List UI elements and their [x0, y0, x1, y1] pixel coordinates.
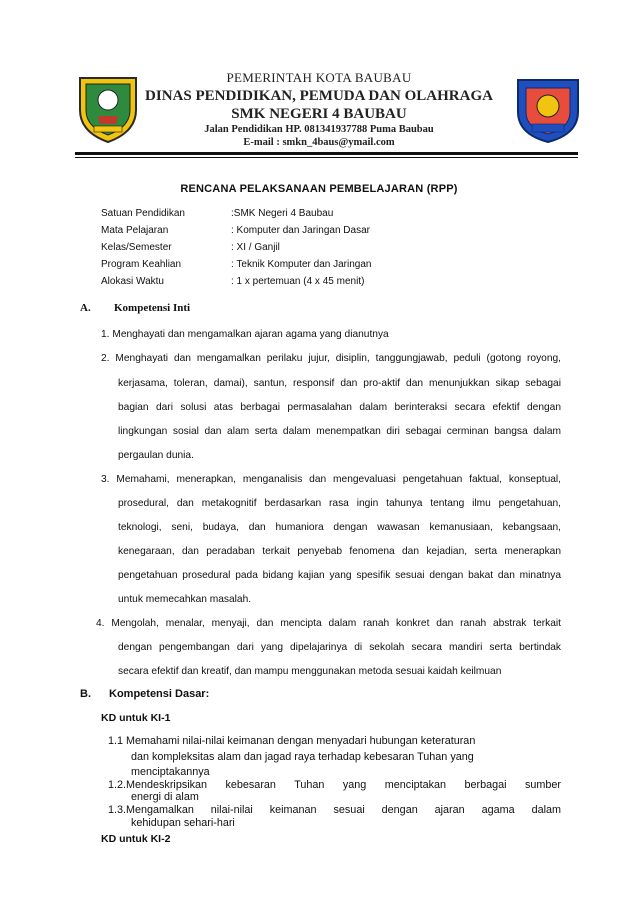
identity-label: Kelas/Semester — [101, 242, 172, 253]
header-line-address: Jalan Pendidikan HP. 081341937788 Puma Baubau — [204, 124, 434, 135]
identity-row — [101, 208, 333, 219]
ki-3-line: pengetahuan prosedural pada bidang kajian yang spesifik sesuai dengan bakat dan minatnya — [118, 570, 561, 581]
ki-2-line: bagian dari solusi atas berbagai permasalahan dalam berinteraksi secara efektif dengan — [118, 402, 561, 413]
header-line-email: E-mail : smkn_4baus@ymail.com — [243, 137, 395, 148]
ki-3-line: teknologi, seni, budaya, dan humaniora dengan wawasan kemanusiaan, kebangsaan, — [118, 522, 561, 533]
ki-4-line: secara efektif dan kreatif, dan mampu menggunakan metoda sesuai kaidah keilmuan — [118, 666, 502, 677]
header-rule-thick — [75, 152, 578, 155]
ki-4-line: 4. Mengolah, menalar, menyaji, dan mencipta dalam ranah konkret dan ranah abstrak terkait — [96, 618, 561, 629]
ki-2-line: kerjasama, toleran, damai), santun, responsif dan pro-aktif dan menunjukkan sikap sebagai — [118, 378, 561, 389]
ki-3-line: untuk memecahkan masalah. — [118, 594, 252, 605]
identity-label: Satuan Pendidikan — [101, 208, 185, 219]
identity-row — [101, 225, 370, 236]
identity-row — [101, 276, 364, 287]
identity-value: : XI / Ganjil — [231, 242, 280, 253]
section-a-marker: A. — [80, 302, 91, 314]
ki-2-line: 2. Menghayati dan mengamalkan perilaku jujur, disiplin, tanggungjawab, peduli (gotong royong, — [101, 353, 561, 364]
ki-2-line: pergaulan dunia. — [118, 450, 194, 461]
ki-2-line: lingkungan sosial dan alam serta dalam menempatkan diri sebagai cerminan bangsa dalam — [118, 426, 561, 437]
section-a-heading: Kompetensi Inti — [114, 302, 191, 314]
identity-row — [101, 242, 280, 253]
kd-1-3-line: kehidupan sehari-hari — [131, 817, 235, 829]
kd-1-1-line: dan kompleksitas alam dan jagad raya terhadap kebesaran Tuhan yang — [131, 751, 474, 763]
identity-label: Program Keahlian — [101, 259, 182, 270]
kd-ki2-heading: KD untuk KI-2 — [101, 833, 171, 845]
section-b-heading: Kompetensi Dasar: — [109, 688, 210, 700]
identity-value: :SMK Negeri 4 Baubau — [231, 208, 334, 219]
ki-3-line: prosedural, dan metakognitif berdasarkan rasa ingin tahunya tentang ilmu pengetahuan, — [118, 498, 561, 509]
header-line-government: PEMERINTAH KOTA BAUBAU — [226, 70, 412, 85]
kd-1-1-line: 1.1 Memahami nilai-nilai keimanan dengan menyadari hubungan keteraturan — [108, 735, 476, 747]
header-line-school: SMK NEGERI 4 BAUBAU — [231, 106, 407, 122]
kd-ki1-heading: KD untuk KI-1 — [101, 712, 171, 724]
kd-1-2-line: 1.2.Mendeskripsikan kebesaran Tuhan yang menciptakan berbagai sumber — [108, 779, 561, 791]
kd-1-3-line: 1.3.Mengamalkan nilai-nilai keimanan sesuai dengan ajaran agama dalam — [108, 804, 561, 816]
identity-label: Mata Pelajaran — [101, 225, 169, 236]
kd-1-2-line: energi di alam — [131, 791, 199, 803]
ki-3-line: 3. Memahami, menerapkan, menganalisis dan mengevaluasi pengetahuan faktual, konseptual, — [101, 474, 561, 485]
section-b-marker: B. — [80, 688, 91, 700]
identity-value: : Komputer dan Jaringan Dasar — [231, 225, 370, 236]
header-rule-thin — [75, 157, 578, 158]
document-title: RENCANA PELAKSANAAN PEMBELAJARAN (RPP) — [180, 183, 458, 195]
identity-label: Alokasi Waktu — [101, 276, 164, 287]
header-line-department: DINAS PENDIDIKAN, PEMUDA DAN OLAHRAGA — [145, 88, 493, 104]
identity-value: : Teknik Komputer dan Jaringan — [231, 259, 372, 270]
ki-1: 1. Menghayati dan mengamalkan ajaran agama yang dianutnya — [101, 329, 389, 340]
identity-value: : 1 x pertemuan (4 x 45 menit) — [231, 276, 365, 287]
identity-row — [101, 259, 371, 270]
ki-3-line: kenegaraan, dan peradaban terkait penyebab fenomena dan kejadian, serta menerapkan — [118, 546, 561, 557]
kd-1-1-line: menciptakannya — [131, 766, 210, 778]
ki-4-line: dengan pengembangan dari yang dipelajarinya di sekolah secara mandiri serta bertindak — [118, 642, 561, 653]
